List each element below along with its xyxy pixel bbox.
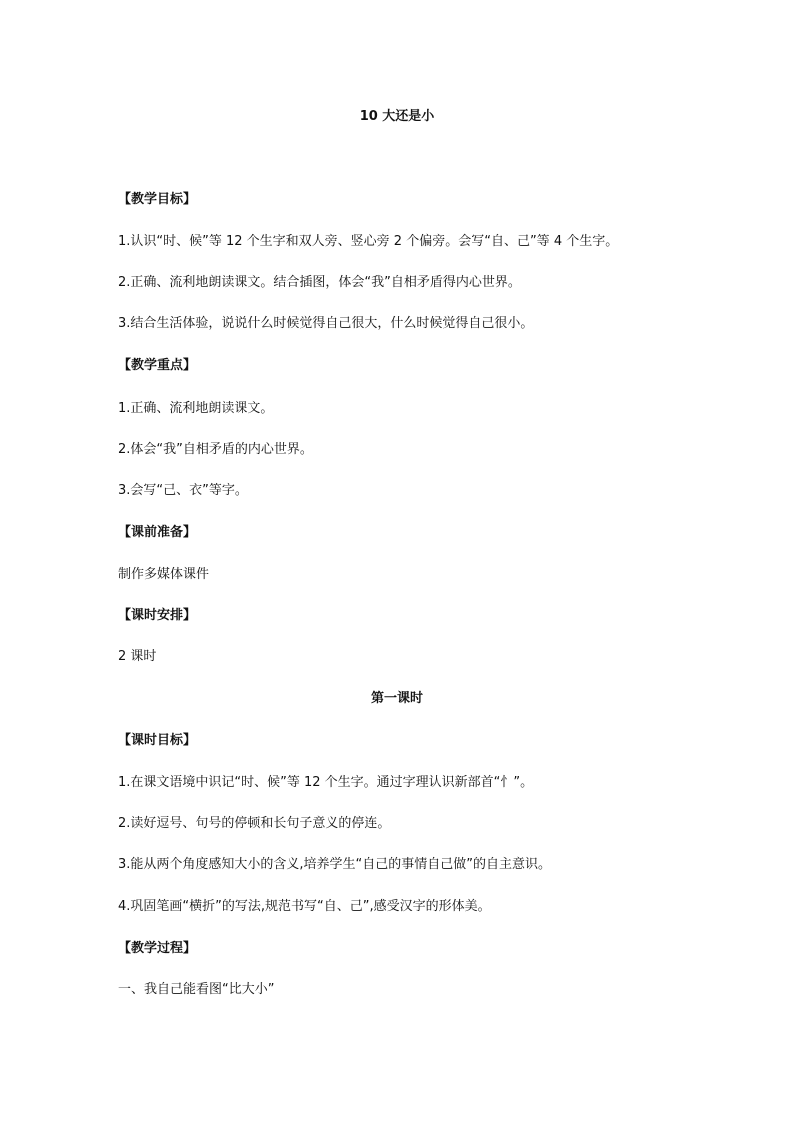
key-heading: 【教学重点】 [118, 358, 197, 373]
schedule-heading: 【课时安排】 [118, 608, 197, 623]
lesson-goal-item: 2.读好逗号、句号的停顿和长句子意义的停连。 [118, 816, 391, 831]
key-point-item: 2.体会“我”自相矛盾的内心世界。 [118, 442, 313, 457]
lesson-goal-item: 3.能从两个角度感知大小的含义,培养学生“自己的事情自己做”的自主意识。 [118, 857, 552, 872]
key-point-item: 1.正确、流利地朗读课文。 [118, 401, 274, 416]
goal-item: 1.认识“时、候”等 12 个生字和双人旁、竖心旁 2 个偏旁。会写“自、己”等 4 个生字。 [118, 234, 619, 249]
process-step: 一、我自己能看图“比大小” [118, 982, 275, 997]
lesson-goals-heading: 【课时目标】 [118, 733, 197, 748]
process-heading: 【教学过程】 [118, 941, 197, 956]
goals-heading: 【教学目标】 [118, 192, 197, 207]
lesson-goal-item: 1.在课文语境中识记“时、候”等 12 个生字。通过字理认识新部首“忄”。 [118, 775, 534, 790]
prep-heading: 【课前准备】 [118, 525, 197, 540]
key-point-item: 3.会写“己、衣”等字。 [118, 483, 248, 498]
schedule-text: 2 课时 [118, 649, 157, 664]
goal-item: 3.结合生活体验，说说什么时候觉得自己很大，什么时候觉得自己很小。 [118, 316, 534, 331]
goal-item: 2.正确、流利地朗读课文。结合插图，体会“我”自相矛盾得内心世界。 [118, 275, 521, 290]
lesson-title: 第一课时 [370, 691, 423, 706]
document-title: 10 大还是小 [359, 109, 435, 124]
lesson-goal-item: 4.巩固笔画“横折”的写法,规范书写“自、己”,感受汉字的形体美。 [118, 899, 491, 914]
prep-text: 制作多媒体课件 [118, 567, 210, 582]
